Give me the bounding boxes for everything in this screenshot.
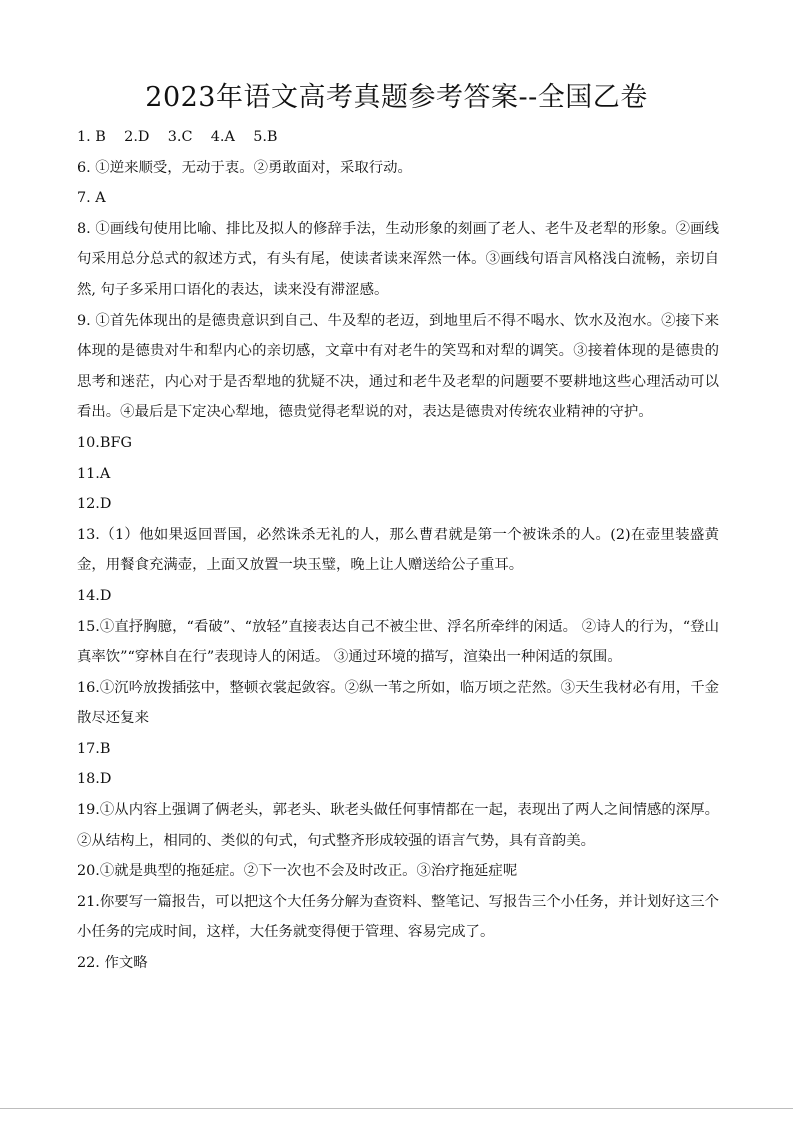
answer-22: 22. 作文略 <box>77 955 148 972</box>
answer-15: 15.①直抒胸臆，“看破”、“放轻”直接表达自己不被尘世、浮名所牵绊的闲适。 ②诗人的行为，“登山真率饮”“穿林自在行”表现诗人的闲适。 ③通过环境的描写，渲染出一种闲适的氛围。 <box>77 618 719 666</box>
answer-list <box>77 122 719 979</box>
answer-1-5: 1. B 2.D 3.C 4.A 5.B <box>77 129 278 145</box>
answer-8: 8. ①画线句使用比喻、排比及拟人的修辞手法，生动形象的刻画了老人、老牛及老犁的形象。②画线句采用总分总式的叙述方式，有头有尾，使读者读来浑然一体。③画线句语言风格浅白流畅，亲切自然, 句子多采用口语化的表达，读来没有滞涩感。 <box>77 220 719 298</box>
document-title: 2023年语文高考真题参考答案--全国乙卷 <box>145 82 648 113</box>
answer-18: 18.D <box>77 771 112 788</box>
answer-6: 6. ①逆来顺受，无动于衷。②勇敢面对，采取行动。 <box>77 159 412 176</box>
answer-7: 7. A <box>77 190 106 207</box>
answer-16: 16.①沉吟放拨插弦中，整顿衣裳起敛容。②纵一苇之所如，临万顷之茫然。③天生我材必有用，千金散尽还复来 <box>77 679 719 727</box>
answer-10: 10.BFG <box>77 434 132 451</box>
answer-9: 9. ①首先体现出的是德贵意识到自己、牛及犁的老迈，到地里后不得不喝水、饮水及泡水。②接下来体现的是德贵对牛和犁内心的亲切感，文章中有对老牛的笑骂和对犁的调笑。③接着体现的是德贵的思考和迷茫，内心对于是否犁地的犹疑不决，通过和老牛及老犁的问题要不要耕地这些心理活动可以看出。④最后是下定决心犁地，德贵觉得老犁说的对，表达是德贵对传统农业精神的守护。 <box>77 312 719 421</box>
page-bottom-divider <box>0 1108 793 1109</box>
answer-11: 11.A <box>77 465 111 482</box>
answer-21: 21.你要写一篇报告，可以把这个大任务分解为查资料、整笔记、写报告三个小任务，并计划好这三个小任务的完成时间，这样，大任务就变得便于管理、容易完成了。 <box>77 893 719 941</box>
answer-20: 20.①就是典型的拖延症。②下一次也不会及时改正。③治疗拖延症呢 <box>77 863 518 880</box>
answer-12: 12.D <box>77 496 112 513</box>
answer-17: 17.B <box>77 740 111 757</box>
answer-19: 19.①从内容上强调了俩老头，郭老头、耿老头做任何事情都在一起，表现出了两人之间情感的深厚。②从结构上，相同的、类似的句式，句式整齐形成较强的语言气势，具有音韵美。 <box>77 802 719 849</box>
answer-14: 14.D <box>77 587 112 604</box>
answer-13: 13.（1）他如果返回晋国，必然诛杀无礼的人，那么曹君就是第一个被诛杀的人。(2)在壶里装盛黄金，用餐食充满壶，上面又放置一块玉璧，晚上让人赠送给公子重耳。 <box>77 526 719 574</box>
